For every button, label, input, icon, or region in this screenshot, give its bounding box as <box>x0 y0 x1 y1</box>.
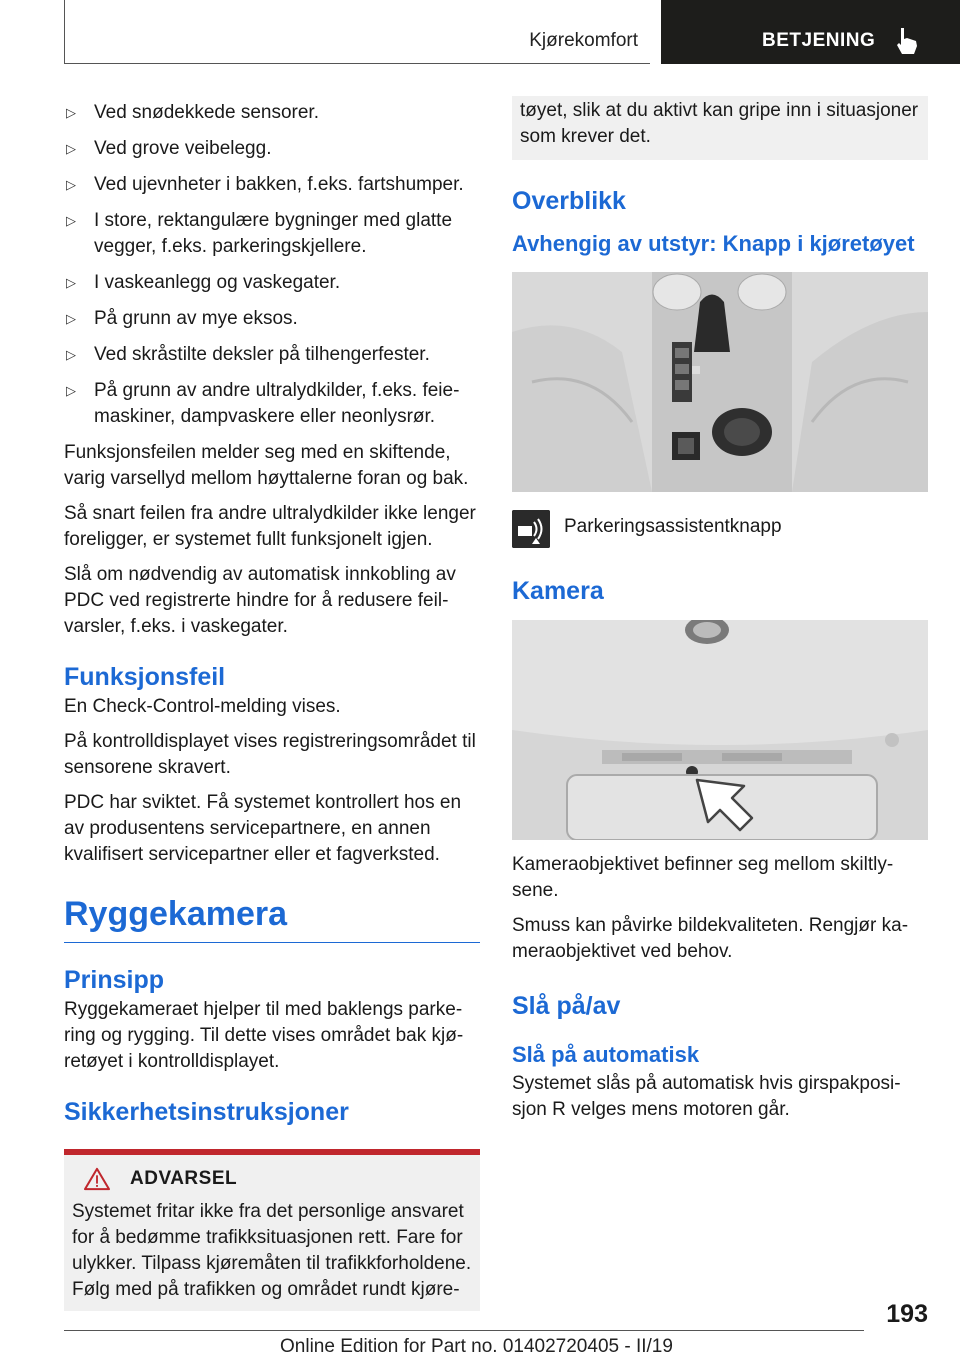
heading-slaa-paa-automatisk: Slå på automatisk <box>512 1042 700 1067</box>
warning-triangle-icon <box>82 1167 112 1191</box>
paragraph: Systemet slås på automatisk hvis girspakposisjon R velges mens motoren går. <box>512 1073 901 1120</box>
list-item: ▷ Ved snødekkede sensorer. <box>64 100 480 126</box>
heading-prinsipp: Prinsipp <box>64 966 165 994</box>
bullet-list <box>64 100 480 430</box>
list-item: ▷ I store, rektangulære bygninger med glatte vegger, f.eks. parkeringskjellere. <box>66 210 453 257</box>
warning-title: ADVARSEL <box>130 1168 238 1189</box>
header-rule-left <box>64 0 65 64</box>
triangle-bullet-icon: ▷ <box>66 141 76 156</box>
list-item: ▷ Ved grove veibelegg. <box>64 136 480 162</box>
pointing-hand-icon <box>893 26 921 56</box>
heading-sikkerhet: Sikkerhetsinstruksjoner <box>64 1098 349 1126</box>
triangle-bullet-icon: ▷ <box>66 275 76 290</box>
paragraph: Slå om nødvendig av automatisk innkobling av PDC ved registrerte hindre for å redusere feilvarsler, f.eks. i vaskegater. <box>64 564 456 637</box>
warning-continuation-text: tøyet, slik at du aktivt kan gripe inn i situasjoner som krever det. <box>520 100 919 147</box>
list-item: ▷ På grunn av mye eksos. <box>64 306 480 332</box>
heading-slaa-paa-av: Slå på/av <box>512 992 621 1020</box>
paragraph: På kontrolldisplayet vises registreringsområdet til sensorene skravert. <box>64 731 476 778</box>
list-item: ▷ På grunn av andre ultralydkilder, f.eks. feiemaskiner, dampvaskere eller neonlysrør. <box>66 380 460 427</box>
rear-camera-photo <box>512 620 928 840</box>
triangle-bullet-icon: ▷ <box>66 105 76 120</box>
paragraph: Kameraobjektivet befinner seg mellom skiltlysene. <box>512 854 894 901</box>
paragraph: Funksjonsfeilen melder seg med en skiftende, varig varsellyd mellom høyttalerne foran og bak. <box>64 442 469 489</box>
header-rule-bottom <box>64 63 650 64</box>
paragraph: En Check-Control-melding vises. <box>64 696 341 717</box>
triangle-bullet-icon: ▷ <box>66 213 76 228</box>
paragraph: PDC har sviktet. Få systemet kontrollert hos en av produsentens servicepartnere, en annen kvalifisert servicepartner eller et fagverksted. <box>64 792 462 865</box>
header-section-tab <box>661 0 960 64</box>
warning-continuation-box <box>512 96 928 160</box>
right-column <box>512 100 928 1132</box>
header-title: Kjørekomfort <box>529 30 638 51</box>
paragraph: Så snart feilen fra andre ultralydkilder ikke lenger foreligger, er systemet fullt funksjonelt igjen. <box>64 503 476 550</box>
heading-kamera: Kamera <box>512 577 604 605</box>
triangle-bullet-icon: ▷ <box>66 177 76 192</box>
triangle-bullet-icon: ▷ <box>66 311 76 326</box>
chapter-title: Ryggekamera <box>64 894 480 943</box>
warning-header <box>72 1167 472 1191</box>
paragraph: Smuss kan påvirke bildekvaliteten. Rengjør kameraobjektivet ved behov. <box>512 915 909 962</box>
page-number: 193 <box>886 1300 928 1328</box>
left-column <box>64 100 480 1311</box>
footer-edition: Online Edition for Part no. 01402720405 - II/19 <box>280 1336 673 1357</box>
warning-text: Systemet fritar ikke fra det personlige ansvaret for å bedømme trafikksituasjonen rett. Fare for ulykker. Tilpass kjøremåten til trafikkforholdene. Følg med på trafikken og området rundt kjøre- <box>72 1201 472 1300</box>
legend-row <box>512 510 928 548</box>
heading-knapp: Avhengig av utstyr: Knapp i kjøretøyet <box>512 231 915 256</box>
list-item: ▷ Ved skråstilte deksler på tilhengerfester. <box>64 342 480 368</box>
list-item: ▷ I vaskeanlegg og vaskegater. <box>64 270 480 296</box>
paragraph: Ryggekameraet hjelper til med baklengs parkering og rygging. Til dette vises området bak kjøretøyet i kontrolldisplayet. <box>64 999 464 1072</box>
header-section-label: BETJENING <box>762 30 876 51</box>
triangle-bullet-icon: ▷ <box>66 347 76 362</box>
warning-box <box>64 1149 480 1311</box>
footer-rule <box>64 1330 864 1331</box>
triangle-bullet-icon: ▷ <box>66 383 76 398</box>
list-item: ▷ Ved ujevnheter i bakken, f.eks. fartshumper. <box>64 172 480 198</box>
heading-funksjonsfeil: Funksjonsfeil <box>64 663 226 691</box>
heading-overblikk: Overblikk <box>512 187 626 215</box>
legend-text: Parkeringsassistentknapp <box>564 516 782 537</box>
parking-assistant-icon <box>512 510 550 548</box>
console-button-photo <box>512 272 928 492</box>
